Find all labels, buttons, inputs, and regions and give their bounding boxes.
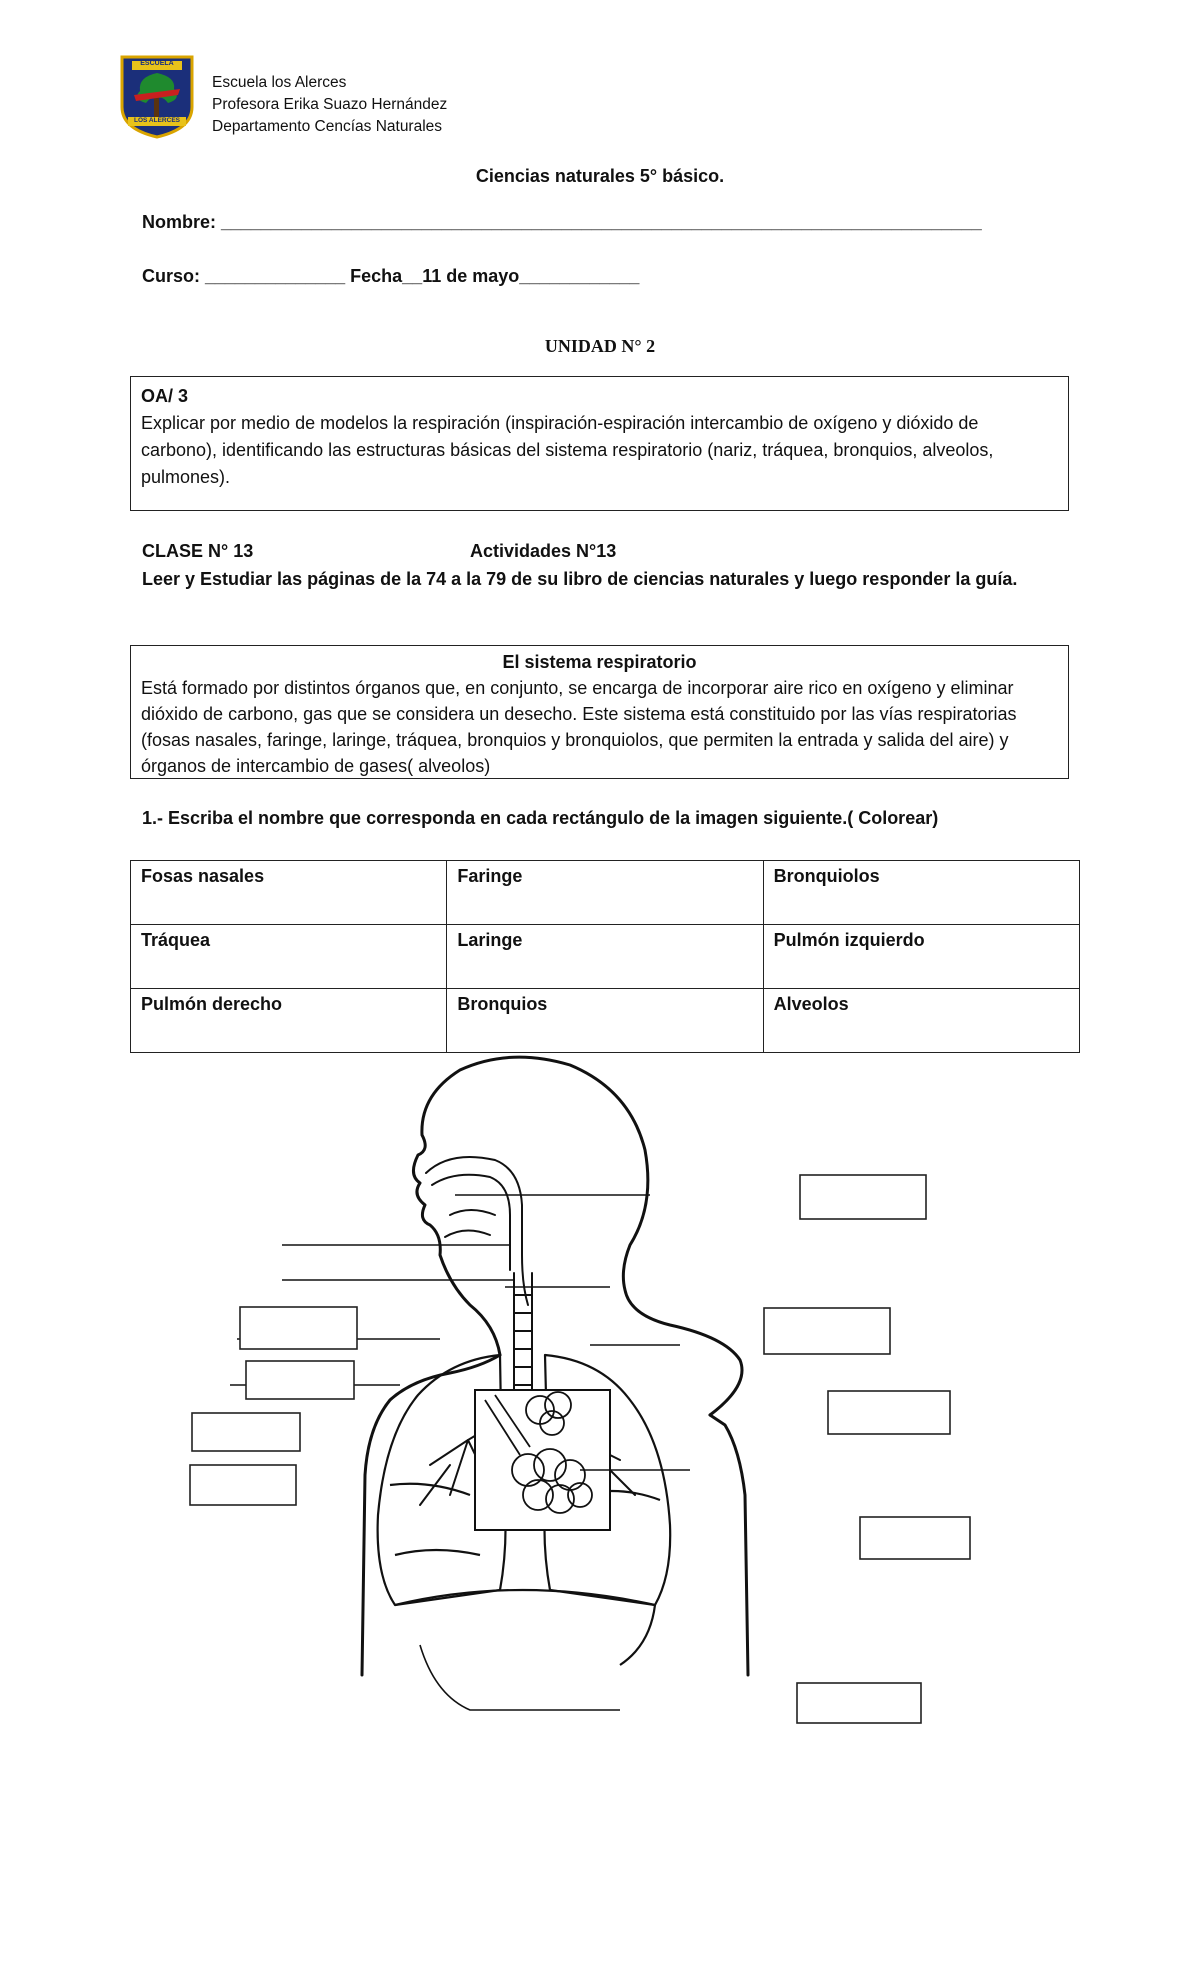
term-cell: Bronquios [447, 989, 763, 1053]
term-cell: Bronquiolos [763, 861, 1079, 925]
term-cell: Fosas nasales [131, 861, 447, 925]
question-1: 1.- Escriba el nombre que corresponda en cada rectángulo de la imagen siguiente.( Colorear) [142, 808, 939, 828]
table-row [131, 861, 1080, 925]
term-cell: Tráquea [131, 925, 447, 989]
terms-table [130, 860, 1080, 1053]
curso-fecha-field[interactable]: Curso: ______________ Fecha__11 de mayo____________ [142, 266, 640, 286]
label-box[interactable] [860, 1517, 970, 1559]
nombre-field[interactable]: Nombre: ____________________________________________________________________________ [142, 212, 982, 232]
term-cell: Laringe [447, 925, 763, 989]
label-box[interactable] [190, 1465, 296, 1505]
label-box[interactable] [246, 1361, 354, 1399]
department-name: Departamento Cencías Naturales [212, 118, 443, 135]
system-title: El sistema respiratorio [502, 652, 697, 672]
logo-text-top: ESCUELA [140, 60, 174, 67]
term-cell: Faringe [447, 861, 763, 925]
label-box[interactable] [800, 1175, 926, 1219]
page-title: Ciencias naturales 5° básico. [475, 166, 725, 186]
table-row [131, 989, 1080, 1053]
term-cell: Alveolos [763, 989, 1079, 1053]
logo-text-bottom: LOS ALERCES [134, 117, 180, 124]
term-cell: Pulmón izquierdo [763, 925, 1079, 989]
school-name: Escuela los Alerces [212, 74, 347, 91]
school-logo [118, 55, 196, 139]
activity-label: Actividades N°13 [470, 541, 617, 561]
class-label: CLASE N° 13 [142, 541, 254, 561]
unit-heading: UNIDAD N° 2 [544, 336, 656, 356]
system-text: Está formado por distintos órganos que, en conjunto, se encarga de incorporar aire rico en oxígeno y eliminar dióxido de carbono, gas que se considera un desecho. Este sistema está constituido por las vías respiratorias (fosas nasales, faringe, laringe, tráquea, bronquios y bronquiolos, que permiten la entrada y salida del aire) y órganos de intercambio de gases( alveolos) [141, 678, 1017, 776]
diaphragm [395, 1590, 655, 1665]
label-box[interactable] [764, 1308, 890, 1354]
label-box[interactable] [797, 1683, 921, 1723]
body-outline [362, 1057, 748, 1675]
respiratory-system-diagram [150, 1055, 1050, 1755]
reading-instruction: Leer y Estudiar las páginas de la 74 a la 79 de su libro de ciencias naturales y luego responder la guía. [142, 569, 1018, 589]
objective-code: OA/ 3 [141, 386, 189, 406]
table-row [131, 925, 1080, 989]
leader-lines [230, 1195, 690, 1710]
term-cell: Pulmón derecho [131, 989, 447, 1053]
teacher-name: Profesora Erika Suazo Hernández [212, 96, 448, 113]
label-box[interactable] [240, 1307, 357, 1349]
school-header [212, 72, 447, 138]
objective-text: Explicar por medio de modelos la respiración (inspiración-espiración intercambio de oxígeno y dióxido de carbono), identificando las estructuras básicas del sistema respiratorio (nariz, tráquea, bronquios, alveolos, pulmones). [141, 413, 994, 487]
objective-box [130, 376, 1069, 511]
respiratory-system-box [130, 645, 1069, 779]
label-box[interactable] [192, 1413, 300, 1451]
label-box[interactable] [828, 1391, 950, 1434]
